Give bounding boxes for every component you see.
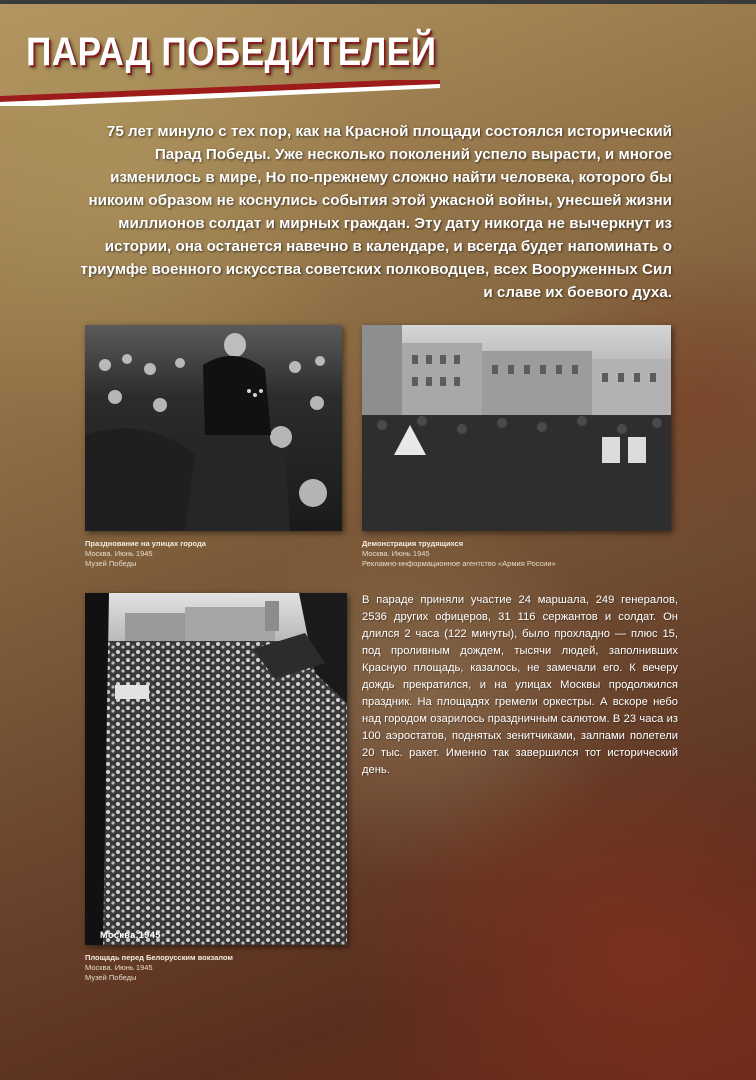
caption-date: Москва. Июнь 1945 [85,549,153,558]
photo-street-celebration [85,325,342,531]
caption-date: Москва. Июнь 1945 [85,963,153,972]
caption-source: Рекламно-информационное агентство «Армия России» [362,559,556,568]
photo-caption-workers-demonstration [362,539,671,569]
top-border-line [0,0,756,4]
caption-date: Москва. Июнь 1945 [362,549,430,558]
title-underline-stripe [0,80,440,106]
photo-caption-belorussky-station-square [85,953,347,983]
parade-facts-paragraph: В параде приняли участие 24 маршала, 249 генералов, 2536 других офицеров, 31 116 сержантов и солдат. Он длился 2 часа (122 минуты), было прохладно — плюс 15, под проливным дождем, тысячи людей, заполнивших Красную площадь, казалось, не замечали его. К вечеру дождь прекратился, и на улицах Москвы продолжился праздник. На площадях гремели оркестры. А вскоре небо над городом озарилось праздничным салютом. В 23 часа из 100 аэростатов, поднятых зенитчиками, залпами полетели 20 тыс. ракет. Именно так завершился тот исторический день. [362,594,678,776]
photo-caption-street-celebration [85,539,342,569]
photo-belorussky-station-square [85,593,347,945]
caption-title: Празднование на улицах города [85,539,206,548]
caption-title: Демонстрация трудящихся [362,539,464,548]
page-title: ПАРАД ПОБЕДИТЕЛЕЙ [26,30,437,74]
caption-source: Музей Победы [85,973,137,982]
photo-stamp: Москва,1945 [100,930,161,940]
caption-title: Площадь перед Белорусским вокзалом [85,953,233,962]
photo-workers-demonstration [362,325,671,531]
intro-paragraph: 75 лет минуло с тех пор, как на Красной площади состоялся исторический Парад Победы. Уже несколько поколений успело вырасти, и многое изменилось в мире, Но по-прежнему сложно найти человека, которого бы никоим образом не коснулись события этой ужасной войны, унесшей жизни миллионов солдат и мирных граждан. Эту дату никогда не вычеркнут из истории, она останется навечно в календаре, и всегда будет напоминать о триумфе военного искусства советских полководцев, всех Вооруженных Сил и славе их боевого духа. [80,123,672,301]
caption-source: Музей Победы [85,559,137,568]
